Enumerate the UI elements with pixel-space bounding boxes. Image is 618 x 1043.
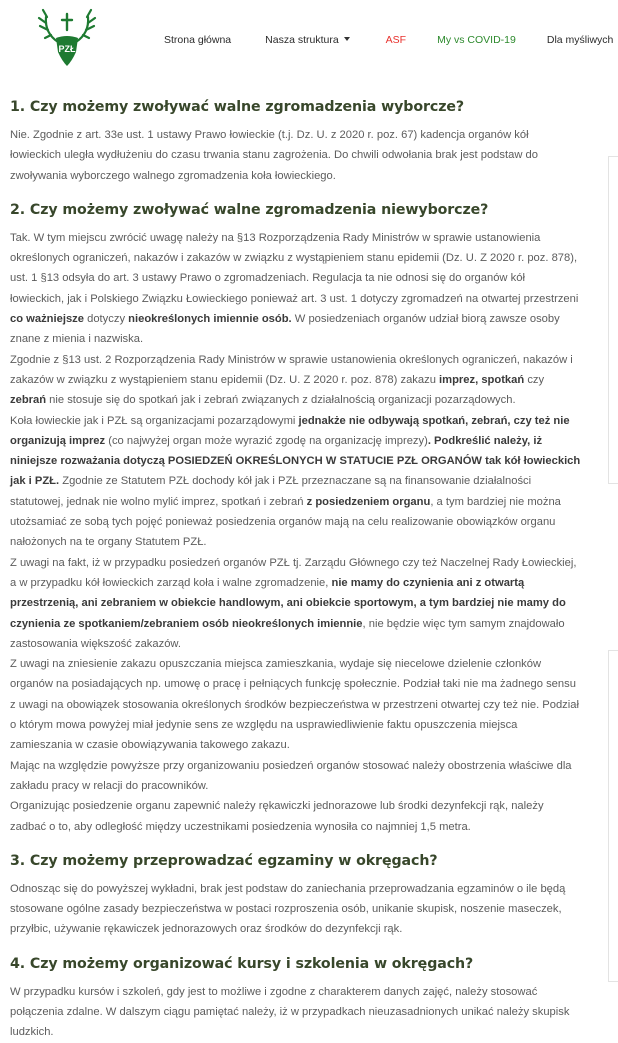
emphasized-text: nie mamy do czynienia ani z otwartą przestrzenią, ani zebraniem w obiekcie handlowym, ani obiekcie sportowym, a tym bardziej nie mamy do czynienia ze spotkaniem/zebraniem osób nieokreślonych imiennie — [10, 576, 566, 630]
question-heading: 3. Czy możemy przeprowadzać egzaminy w okręgach? — [10, 852, 438, 869]
text-run: Nie. Zgodnie z art. 33e ust. 1 ustawy Prawo łowieckie (t.j. Dz. U. z 2020 r. poz. 67) kadencja organów kół łowieckich uległa wydłużeniu do czasu trwania stanu zagrożenia. Do chwili odwołania brak jest podstaw do zwoływania wyborczego walnego zgromadzenia koła łowieckiego. — [10, 129, 538, 182]
text-run: , a tym bardziej nie można utożsamiać ze sobą tych pojęć ponieważ posiedzenia organów mają na celu realizowanie obowiązków organu nałożonych na te organy Statutem PZŁ. — [10, 495, 561, 549]
nav-covid[interactable]: My vs COVID-19 — [437, 34, 516, 46]
answer-paragraph — [10, 553, 582, 654]
answer-paragraph — [10, 756, 582, 797]
text-run: , nie będzie więc tym samym znajdowało zastosowania większość zakazów. — [10, 617, 565, 650]
nav-structure[interactable] — [265, 34, 350, 46]
text-run: Tak. W tym miejscu zwrócić uwagę należy na §13 Rozporządzenia Rady Ministrów w sprawie ustanowienia określonych ograniczeń, nakazów i zakazów w związku z wystąpieniem stanu epidemii (Dz. U. Z 2020 r. poz. 878), ust. 1 §13 odsyła do art. 3 ustawy Prawo o zgromadzeniach. Regulacja ta nie odnosi się do organów kół łowieckich, jak i Polskiego Związku Łowieckiego ponieważ art. 3 ust. 1 dotyczy zgromadzeń na otwartej przestrzeni — [10, 231, 579, 305]
emphasized-text: zebrań — [10, 394, 47, 407]
nav-for-hunters-label: Dla myśliwych — [546, 34, 614, 46]
answer-paragraph — [10, 796, 582, 837]
chevron-down-icon — [344, 37, 350, 41]
text-run: Mając na względzie powyższe przy organizowaniu posiedzeń organów stosować należy obostrzenia właściwe dla zakładu pracy w relacji do pracowników. — [10, 759, 572, 792]
nav-home[interactable]: Strona główna — [164, 34, 232, 46]
text-run: W przypadku kursów i szkoleń, gdy jest to możliwe i zgodne z charakterem danych zajęć, należy stosować połączenia zdalne. W dalszym ciągu pamiętać należy, iż w przypadkach nieuzasadnionych unikać należy skupisk ludzkich. — [10, 985, 570, 1039]
emphasized-text: . Podkreślić należy, iż niniejsze rozważania dotyczą POSIEDZEŃ OKREŚLONYCH W STATUCIE PZŁ ORGANÓW tak kół łowieckich jak i PZŁ. — [10, 434, 581, 488]
text-run: dotyczy — [84, 313, 129, 326]
answer-paragraph — [10, 350, 582, 411]
nav-for-hunters[interactable] — [547, 34, 618, 46]
nav-structure-label: Nasza struktura — [265, 34, 339, 46]
answer-paragraph — [10, 654, 582, 755]
question-heading: 1. Czy możemy zwoływać walne zgromadzenia wyborcze? — [10, 99, 464, 115]
answer-paragraph — [10, 879, 582, 940]
sidebar-widget-edge — [608, 650, 618, 982]
logo-text: PZŁ — [58, 44, 76, 54]
text-run: Zgodnie z §13 ust. 2 Rozporządzenia Rady Ministrów w sprawie ustanowienia określonych ograniczeń, nakazów i zakazów w związku z wystąpieniem stanu epidemii (Dz. U. Z 2020 r. poz. 878) zakazu — [10, 353, 573, 386]
text-run: Z uwagi na fakt, iż w przypadku posiedzeń organów PZŁ tj. Zarządu Głównego czy też Naczelnej Rady Łowieckiej, a w przypadku kół łowieckich zarząd koła i walne zgromadzenie, — [10, 556, 577, 589]
site-header — [0, 0, 618, 82]
text-run: W posiedzeniach organów udział biorą zawsze osoby znane z mienia i nazwiska. — [10, 313, 560, 346]
question-heading: 2. Czy możemy zwoływać walne zgromadzenia niewyborcze? — [10, 201, 489, 218]
emphasized-text: imprez, spotkań — [439, 373, 525, 386]
text-run: nie stosuje się do spotkań jak i zebrań związanych z działalnością organizacji pozarządowych. — [46, 394, 516, 407]
pzl-logo-icon[interactable] — [36, 8, 98, 68]
question-heading: 4. Czy możemy organizować kursy i szkolenia w okręgach? — [10, 955, 474, 972]
text-run: Zgodnie ze Statutem PZŁ dochody kół jak i PZŁ przeznaczane są na finansowanie działalności statutowej, jednak nie wolno mylić imprez, spotkań i zebrań — [10, 475, 532, 508]
text-run: Z uwagi na zniesienie zakazu opuszczania miejsca zamieszkania, wydaje się niecelowe dzielenie członków organów na posiadających np. umowę o pracę i pełniących funkcję społecznie. Podział taki nie ma żadnego sensu z uwagi na obowiązek stosowania określonych środków bezpieczeństwa w przestrzeni otwartej czy też nie. Podział o którym mowa powyżej miał jedynie sens ze względu na usprawiedliwienie faktu opuszczenia miejsca zamieszania w czasie obowiązywania takowego zakazu. — [10, 658, 579, 752]
answer-paragraph — [10, 982, 582, 1043]
emphasized-text: jednakże nie odbywają spotkań, zebrań, czy też nie organizują imprez — [10, 414, 570, 447]
answer-paragraph — [10, 125, 582, 186]
text-run: Koła łowieckie jak i PZŁ są organizacjami pozarządowymi — [10, 414, 299, 427]
sidebar-widget-edge — [608, 156, 618, 484]
emphasized-text: co ważniejsze — [10, 313, 84, 326]
text-run: (co najwyżej organ może wyrazić zgodę na organizację imprezy) — [105, 434, 428, 447]
text-run: Organizując posiedzenie organu zapewnić należy rękawiczki jednorazowe lub środki dezynfekcji rąk, należy zadbać o to, aby odległość między uczestnikami posiedzenia wynosiła co najmniej 1,5 metra. — [10, 800, 544, 833]
text-run: czy — [524, 373, 545, 386]
article-content — [10, 96, 582, 1043]
nav-asf[interactable]: ASF — [385, 34, 407, 46]
answer-paragraph — [10, 228, 582, 350]
emphasized-text: z posiedzeniem organu — [306, 495, 431, 508]
emphasized-text: nieokreślonych imiennie osób. — [128, 313, 292, 326]
answer-paragraph — [10, 411, 582, 553]
main-nav — [164, 34, 618, 46]
text-run: Odnosząc się do powyższej wykładni, brak jest podstaw do zaniechania przeprowadzania egzaminów o ile będą stosowane ogólne zasady bezpieczeństwa w postaci rozproszenia osób, unikanie skupisk, noszenie maseczek, przyłbic, używanie rękawiczek jednorazowych oraz środków do dezynfekcji rąk. — [10, 882, 566, 936]
